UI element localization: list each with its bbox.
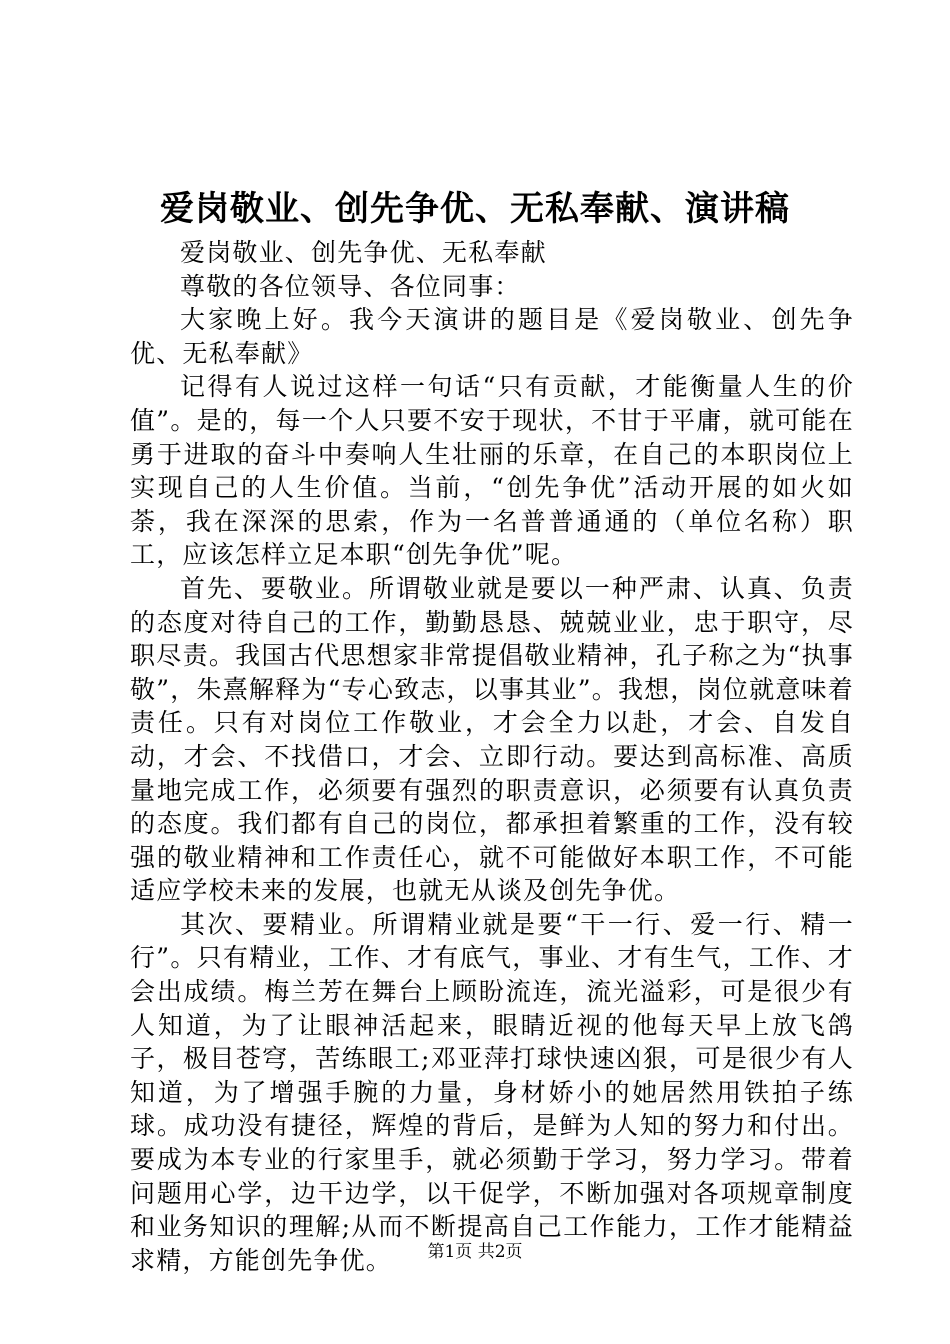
paragraph-introduction: 记得有人说过这样一句话“只有贡献，才能衡量人生的价值”。是的，每一个人只要不安于现状，不甘于平庸，就可能在勇于进取的奋斗中奏响人生壮丽的乐章，在自己的本职岗位上实现自己的人生价值。当前，“创先争优”活动开展的如火如荼，我在深深的思索，作为一名普普通通的（单位名称）职工，应该怎样立足本职“创先争优”呢。	[130, 372, 854, 570]
paragraph-dedication: 首先、要敬业。所谓敬业就是要以一种严肃、认真、负责的态度对待自己的工作，勤勤恳恳、兢兢业业，忠于职守，尽职尽责。我国古代思想家非常提倡敬业精神，孔子称之为“执事敬”，朱熹解释为“专心致志，以事其业”。我想，岗位就意味着责任。只有对岗位工作敬业，才会全力以赴，才会、自发自动，才会、不找借口，才会、立即行动。要达到高标准、高质量地完成工作，必须要有强烈的职责意识，必须要有认真负责的态度。我们都有自己的岗位，都承担着繁重的工作，没有较强的敬业精神和工作责任心，就不可能做好本职工作，不可能适应学校未来的发展，也就无从谈及创先争优。	[130, 573, 854, 906]
paragraph-subtitle: 爱岗敬业、创先争优、无私奉献	[180, 238, 547, 267]
document-body	[130, 236, 854, 1277]
document-title: 爱岗敬业、创先争优、无私奉献、演讲稿	[160, 189, 790, 229]
paragraph-greeting: 大家晚上好。我今天演讲的题目是《爱岗敬业、创先争优、无私奉献》	[130, 305, 854, 368]
page-footer: 第1页 共2页	[427, 1242, 523, 1262]
paragraph-salutation: 尊敬的各位领导、各位同事：	[180, 271, 521, 301]
paragraph-excellence: 其次、要精业。所谓精业就是要“干一行、爱一行、精一行”。只有精业，工作、才有底气，事业、才有生气，工作、才会出成绩。梅兰芳在舞台上顾盼流连，流光溢彩，可是很少有人知道，为了让眼神活起来，眼睛近视的他每天早上放飞鸽子，极目苍穹，苦练眼工;邓亚萍打球快速凶狠，可是很少有人知道，为了增强手腕的力量，身材娇小的她居然用铁拍子练球。成功没有捷径，辉煌的背后，是鲜为人知的努力和付出。要成为本专业的行家里手，就必须勤于学习，努力学习。带着问题用心学，边干边学，以干促学，不断加强对各项规章制度和业务知识的理解;从而不断提高自己工作能力，工作才能精益求精，方能创先争优。	[130, 909, 854, 1275]
